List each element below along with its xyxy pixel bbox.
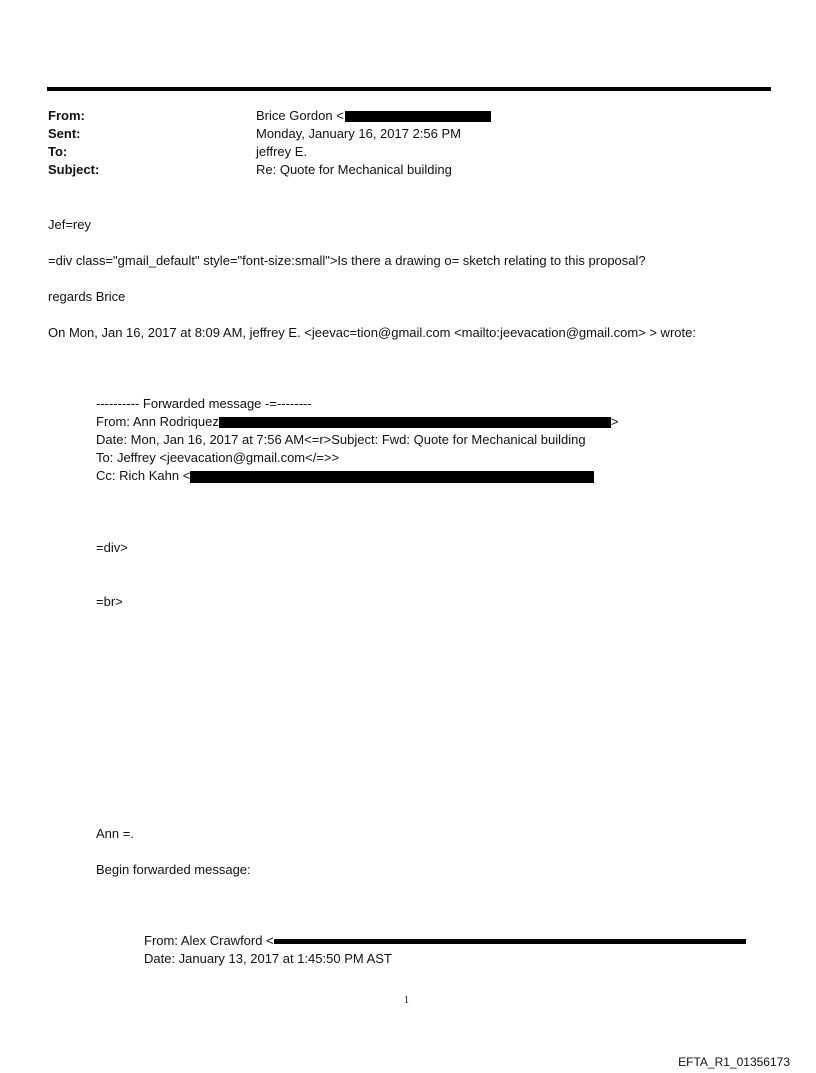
sent-label: Sent: [48, 126, 81, 141]
redaction-bar [219, 417, 611, 428]
redaction-bar [190, 471, 594, 483]
sent-value: Monday, January 16, 2017 2:56 PM [256, 126, 461, 141]
quote-intro: On Mon, Jan 16, 2017 at 8:09 AM, jeffrey E. <jeevac=tion@gmail.com <mailto:jeevacation@gmail.com> > wrote: [48, 325, 696, 340]
redaction-bar [274, 939, 746, 944]
to-value: jeffrey E. [256, 144, 308, 159]
greeting: Jef=rey [48, 217, 91, 232]
to-label: To: [48, 144, 68, 159]
from-label: From: [48, 108, 85, 123]
forward-from [96, 413, 618, 430]
br-tag: =br> [96, 594, 123, 609]
div-tag: =div> [96, 540, 128, 555]
subject-label: Subject: [48, 162, 100, 177]
forward-date-subject: Date: Mon, Jan 16, 2017 at 7:56 AM<=r>Subject: Fwd: Quote for Mechanical building [96, 432, 586, 447]
regards: regards Brice [48, 289, 126, 304]
subject-value: Re: Quote for Mechanical building [256, 162, 452, 177]
inner-from-text: From: Alex Crawford < [144, 933, 274, 948]
document-id: EFTA_R1_01356173 [678, 1055, 790, 1069]
redaction-bar [345, 111, 491, 122]
forward-cc-text: Cc: Rich Kahn < [96, 468, 191, 483]
forward-cc [96, 467, 594, 484]
div-line: =div class="gmail_default" style="font-size:small">Is there a drawing o= sketch relating to this proposal? [48, 253, 646, 268]
forward-from-text: From: Ann Rodriquez [96, 414, 219, 429]
forward-divider: ---------- Forwarded message -=-------- [96, 396, 312, 411]
from-name: Brice Gordon < [256, 108, 344, 123]
from-value [256, 107, 491, 125]
signoff: Ann =. [96, 826, 134, 841]
forward-from-tail: > [610, 414, 619, 429]
inner-from [144, 932, 746, 949]
header-rule [47, 87, 771, 91]
begin-forwarded: Begin forwarded message: [96, 862, 251, 877]
forward-to: To: Jeffrey <jeevacation@gmail.com</=>> [96, 450, 340, 465]
inner-date: Date: January 13, 2017 at 1:45:50 PM AST [144, 951, 392, 966]
page-number: 1 [404, 995, 409, 1006]
